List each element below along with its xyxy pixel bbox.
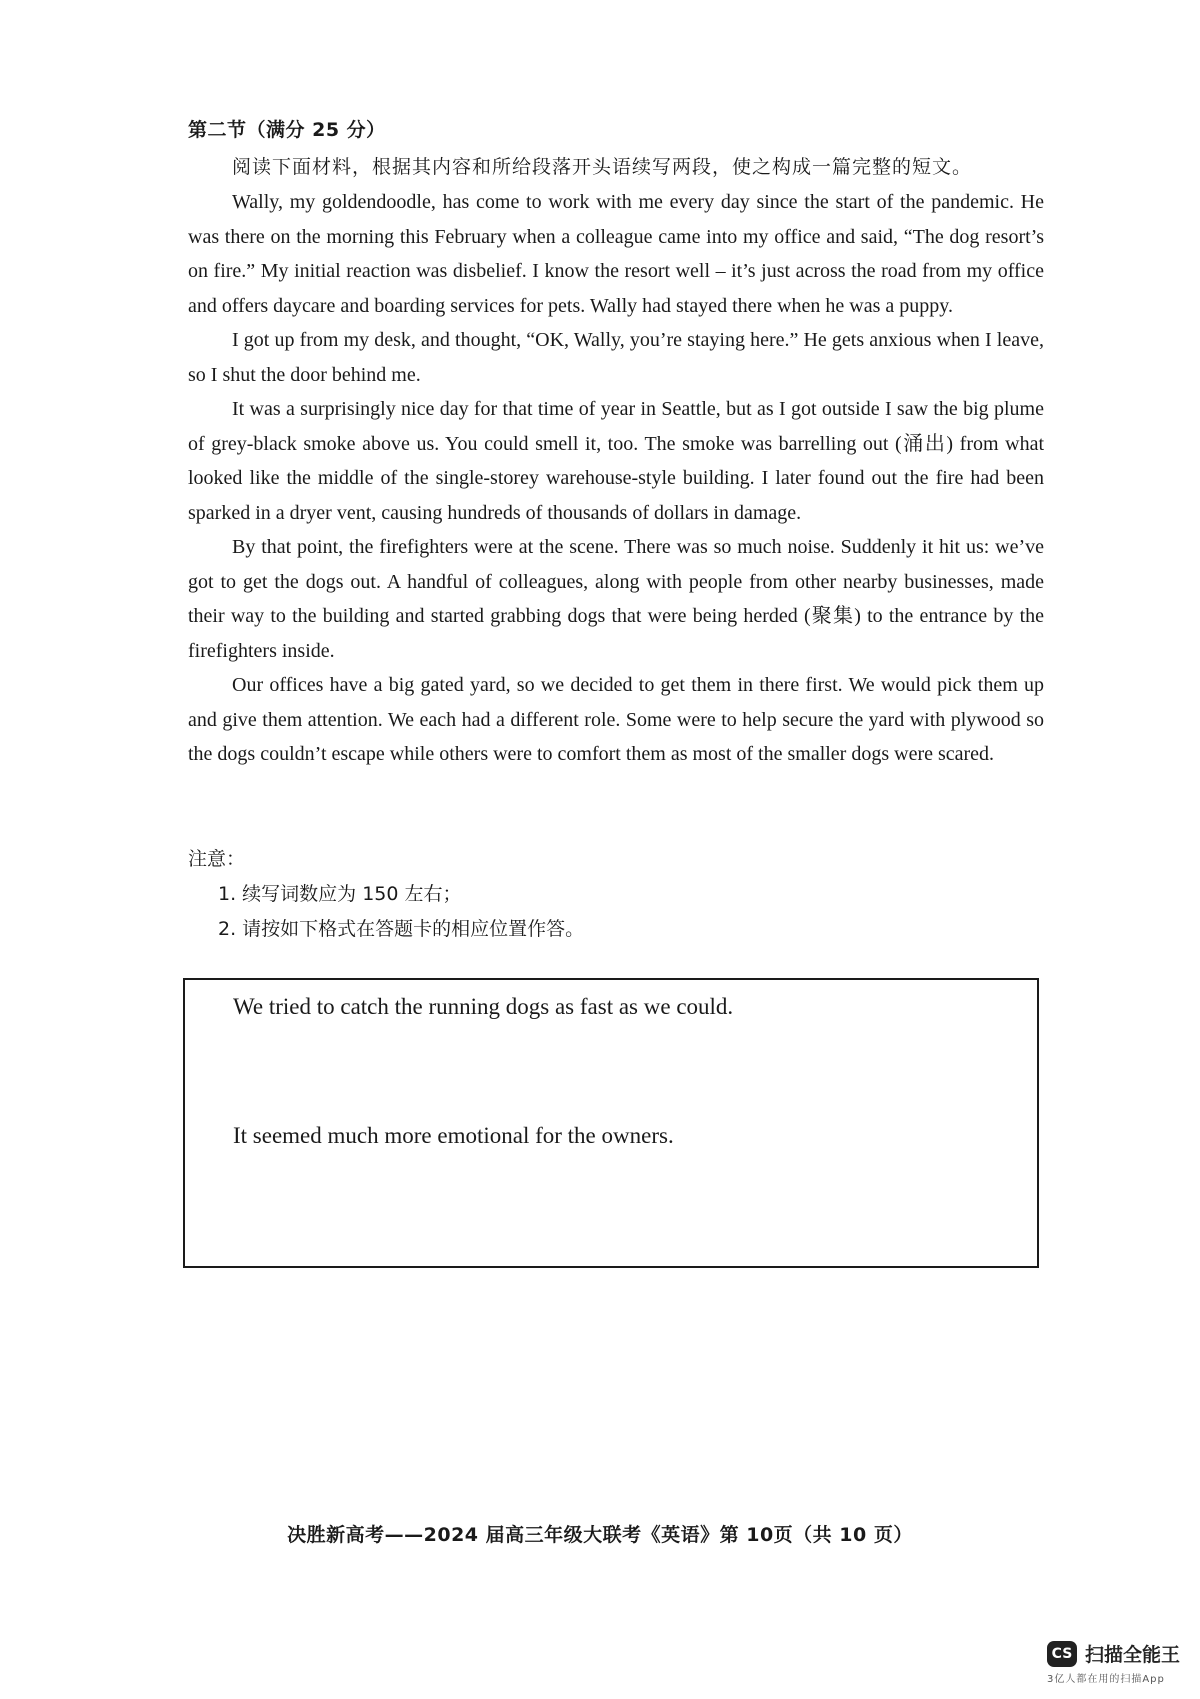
- notes-section: [188, 842, 584, 947]
- camscanner-logo-icon: CS: [1047, 1641, 1077, 1667]
- watermark-tagline: 3亿人都在用的扫描App: [1046, 1674, 1165, 1685]
- page-footer: 决胜新高考——2024 届高三年级大联考《英语》第 10页（共 10 页）: [287, 1524, 913, 1546]
- section-heading: 第二节（满分 25 分）: [188, 119, 386, 141]
- answer-box: [183, 978, 1039, 1268]
- watermark-app-name: 扫描全能王: [1084, 1644, 1180, 1666]
- passage-paragraph: Wally, my goldendoodle, has come to work with me every day since the start of the pandemic. He was there on the morning this February when a colleague came into my office and said, “The dog resort’s on fire.” My initial reaction was disbelief. I know the resort well – it’s just across the road from my office and offers daycare and boarding services for pets. Wally had stayed there when he was a puppy.: [188, 191, 1044, 317]
- paragraph-opening-1: We tried to catch the running dogs as fast as we could.: [233, 994, 734, 1019]
- paragraph-opening-2: It seemed much more emotional for the owners.: [233, 1123, 674, 1148]
- note-item: 1. 续写词数应为 150 左右；: [218, 883, 462, 905]
- passage-paragraph: Our offices have a big gated yard, so we decided to get them in there first. We would pick them up and give them attention. We each had a different role. Some were to help secure the yard with plywood so the dogs couldn’t escape while others were to comfort them as most of the smaller dogs were scared.: [188, 674, 1044, 765]
- passage-paragraph: I got up from my desk, and thought, “OK, Wally, you’re staying here.” He gets anxious when I leave, so I shut the door behind me.: [188, 329, 1044, 386]
- task-instruction: 阅读下面材料，根据其内容和所给段落开头语续写两段，使之构成一篇完整的短文。: [232, 156, 973, 178]
- notes-label: 注意：: [188, 848, 246, 870]
- passage-paragraph: It was a surprisingly nice day for that time of year in Seattle, but as I got outside I saw the big plume of grey-black smoke above us. You could smell it, too. The smoke was barrelling out (涌出) from what looked like the middle of the single-storey warehouse-style building. I later found out the fire had been sparked in a dryer vent, causing hundreds of thousands of dollars in damage.: [188, 398, 1044, 524]
- passage-paragraph: By that point, the firefighters were at the scene. There was so much noise. Suddenly it hit us: we’ve got to get the dogs out. A handful of colleagues, along with people from other nearby businesses, made their way to the building and started grabbing dogs that were being herded (聚集) to the entrance by the firefighters inside.: [188, 536, 1044, 662]
- reading-passage: [188, 185, 1044, 772]
- scanner-watermark: [1047, 1640, 1180, 1685]
- note-item: 2. 请按如下格式在答题卡的相应位置作答。: [218, 918, 585, 940]
